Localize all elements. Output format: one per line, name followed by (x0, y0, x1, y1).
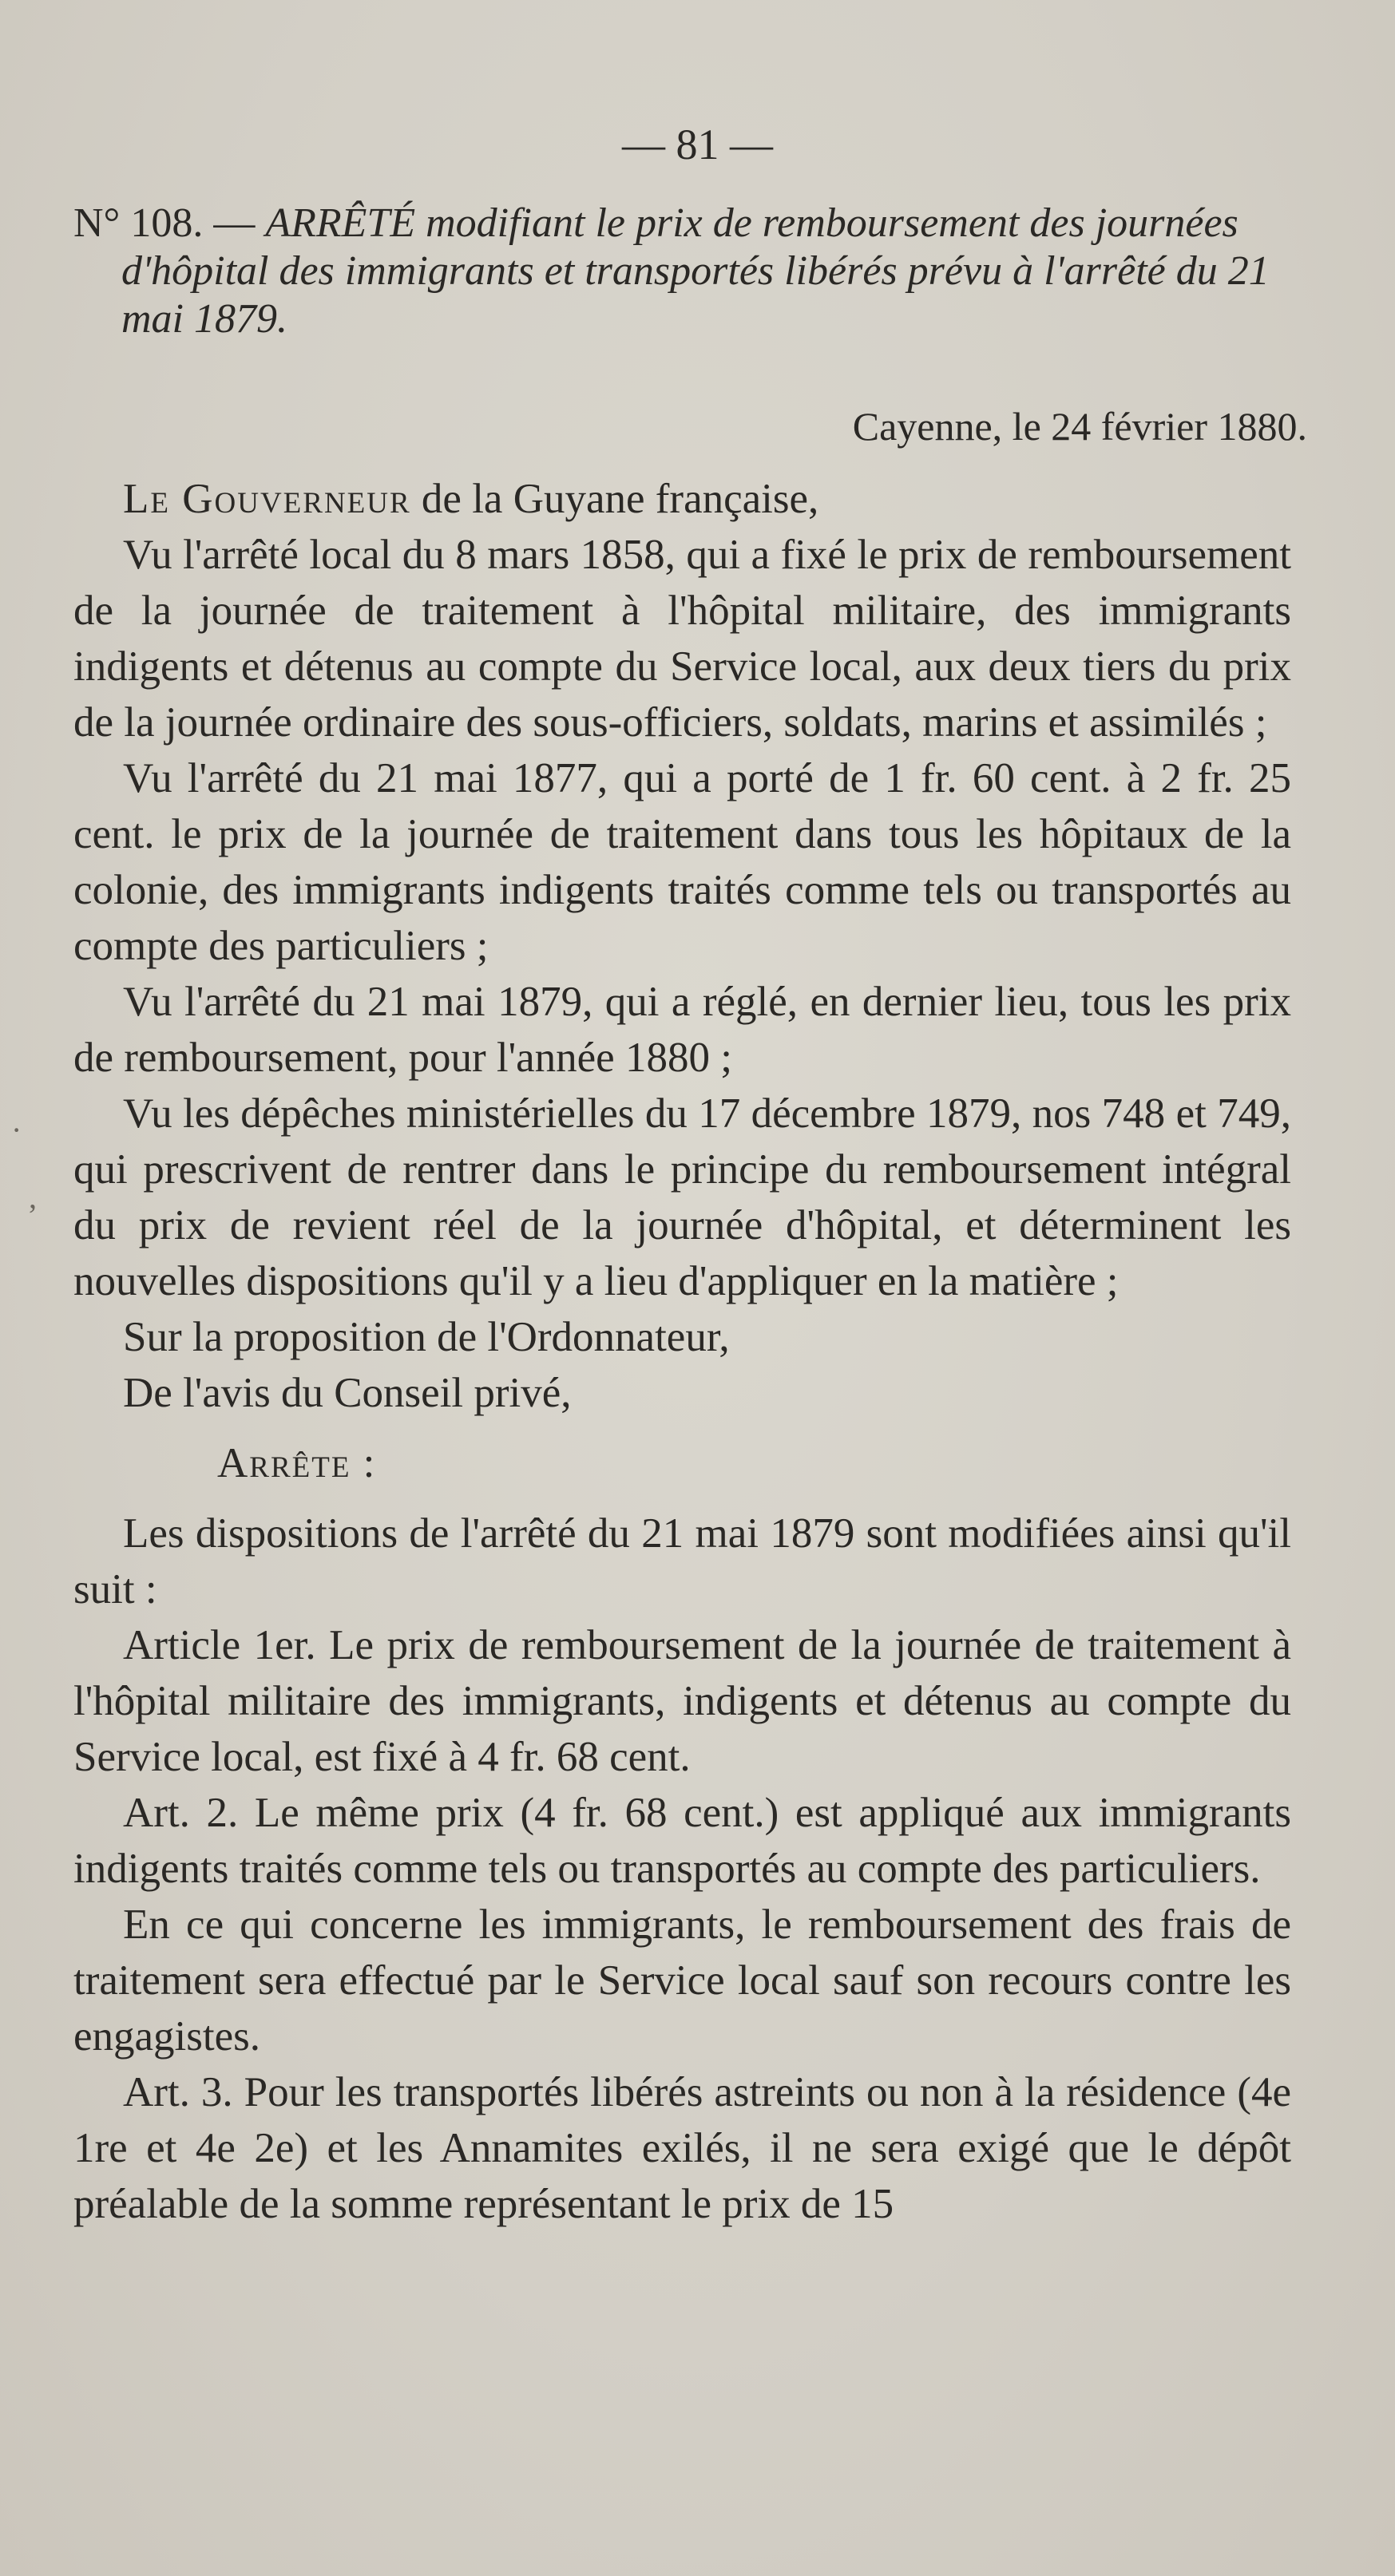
decree-title (73, 200, 1339, 343)
margin-mark: · (11, 1112, 22, 1148)
decree-body (73, 471, 1291, 2232)
article-3: Art. 3. Pour les transportés libérés astreints ou non à la résidence (4e 1re et 4e 2e) et les Annamites exilés, il ne sera exigé que le dépôt préalable de la somme représentant le prix de 15 (73, 2069, 1291, 2227)
article-2: Art. 2. Le même prix (4 fr. 68 cent.) est appliqué aux immigrants indigents traités comme tels ou transportés au compte des particuliers. (73, 1790, 1291, 1892)
dateline: Cayenne, le 24 février 1880. (852, 404, 1307, 449)
decree-number: N° 108. — (73, 200, 256, 246)
arrete-heading: Arrête : (217, 1440, 377, 1486)
article-1: Article 1er. Le prix de remboursement de la journée de traitement à l'hôpital militaire des immigrants, indigents et détenus au compte du Service local, est fixé à 4 fr. 68 cent. (73, 1622, 1291, 1780)
decree-title-text: ARRÊTÉ modifiant le prix de remboursement des journées d'hôpital des immigrants et transportés libérés prévu à l'arrêté du 21 mai 1879. (121, 200, 1270, 342)
opening-rest: de la Guyane française, (410, 476, 819, 522)
page-number: — 81 — (622, 121, 773, 168)
consideration-3: Vu l'arrêté du 21 mai 1879, qui a réglé, en dernier lieu, tous les prix de remboursement, pour l'année 1880 ; (73, 979, 1291, 1081)
article-2-note: En ce qui concerne les immigrants, le remboursement des frais de traitement sera effectué par le Service local sauf son recours contre les engagistes. (73, 1901, 1291, 2060)
margin-mark: , (29, 1179, 37, 1215)
governor-lead: Le Gouverneur (123, 476, 411, 522)
consideration-6: De l'avis du Conseil privé, (123, 1370, 572, 1416)
consideration-4: Vu les dépêches ministérielles du 17 décembre 1879, nos 748 et 749, qui prescrivent de rentrer dans le principe du remboursement intégral du prix de revient réel de la journée d'hôpital, et déterminent les nouvelles dispositions qu'il y a lieu d'appliquer en la matière ; (73, 1090, 1291, 1304)
opening-line (73, 471, 1291, 527)
consideration-5: Sur la proposition de l'Ordonnateur, (123, 1314, 730, 1360)
consideration-1: Vu l'arrêté local du 8 mars 1858, qui a fixé le prix de remboursement de la journée de traitement à l'hôpital militaire, des immigrants indigents et détenus au compte du Service local, aux deux tiers du prix de la journée ordinaire des sous-officiers, soldats, marins et assimilés ; (73, 532, 1291, 746)
consideration-2: Vu l'arrêté du 21 mai 1877, qui a porté de 1 fr. 60 cent. à 2 fr. 25 cent. le prix de la journée de traitement dans tous les hôpitaux de la colonie, des immigrants indigents traités comme tels ou transportés au compte des particuliers ; (73, 755, 1291, 969)
article-intro: Les dispositions de l'arrêté du 21 mai 1879 sont modifiées ainsi qu'il suit : (73, 1510, 1291, 1612)
